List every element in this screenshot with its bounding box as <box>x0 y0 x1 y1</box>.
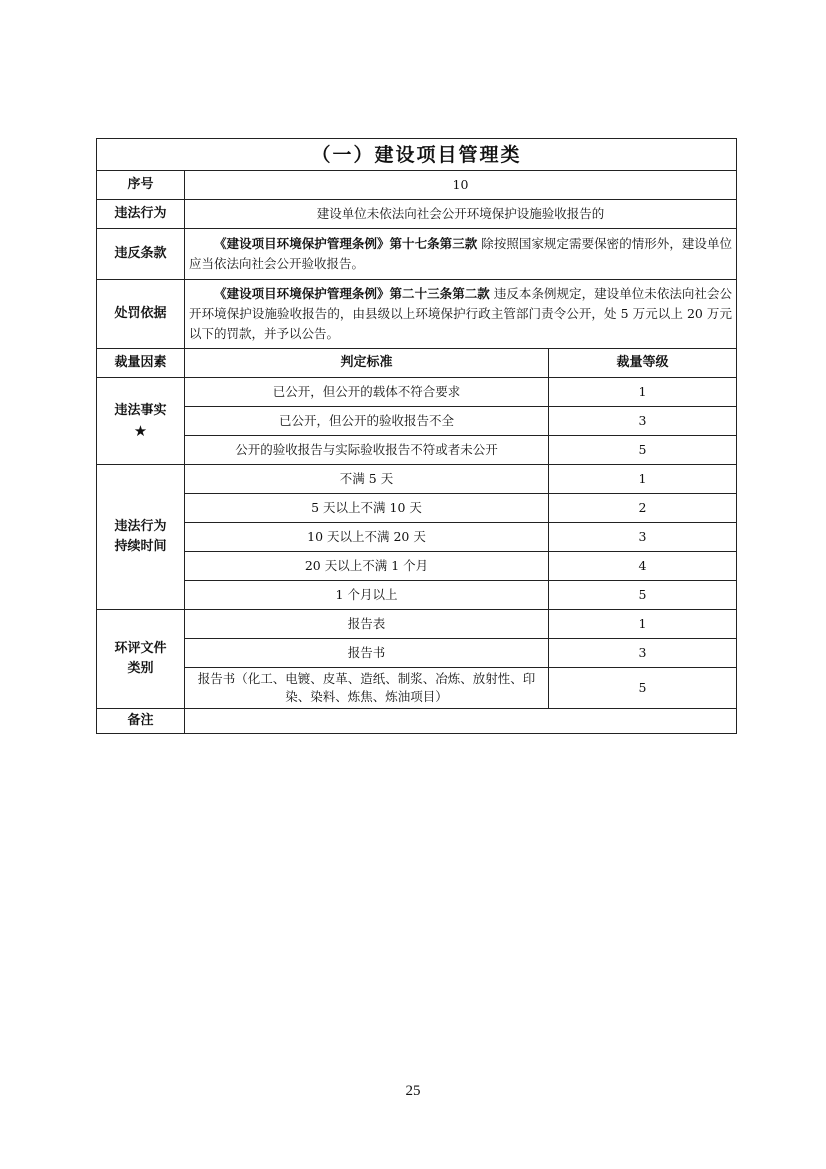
eia-label-text: 环评文件类别 <box>114 641 167 676</box>
table-row <box>97 465 737 494</box>
table-title: （一）建设项目管理类 <box>97 139 737 171</box>
penalty-value <box>185 280 737 349</box>
eia-grade-2: 3 <box>549 639 737 668</box>
eia-grade-1: 1 <box>549 610 737 639</box>
duration-standard-2: 5 天以上不满 10 天 <box>185 494 549 523</box>
clause-label: 违反条款 <box>97 229 185 280</box>
violation-label: 违法行为 <box>97 200 185 229</box>
star-icon: ★ <box>133 422 148 440</box>
eia-grade-3: 5 <box>549 668 737 709</box>
remarks-label: 备注 <box>97 709 185 734</box>
penalty-text: 违反本条例规定，建设单位未依法向社会公开环境保护设施验收报告的，由县级以上环境保护行政主管部门责令公开，处 5 万元以上 20 万元以下的罚款，并予以公告。 <box>189 286 733 341</box>
facts-standard-1: 已公开，但公开的载体不符合要求 <box>185 378 549 407</box>
penalty-discretion-table <box>96 138 737 734</box>
clause-text: 除按照国家规定需要保密的情形外，建设单位应当依法向社会公开验收报告。 <box>189 236 732 271</box>
duration-standard-3: 10 天以上不满 20 天 <box>185 523 549 552</box>
duration-grade-1: 1 <box>549 465 737 494</box>
duration-grade-5: 5 <box>549 581 737 610</box>
page-number: 25 <box>405 1083 421 1099</box>
table-row <box>97 581 737 610</box>
facts-standard-2: 已公开，但公开的验收报告不全 <box>185 407 549 436</box>
table-row <box>97 523 737 552</box>
facts-label <box>97 378 185 465</box>
facts-grade-1: 1 <box>549 378 737 407</box>
table-row <box>97 610 737 639</box>
table-row <box>97 494 737 523</box>
duration-grade-3: 3 <box>549 523 737 552</box>
duration-label <box>97 465 185 610</box>
header-factor: 裁量因素 <box>97 349 185 378</box>
table-row <box>97 639 737 668</box>
duration-grade-2: 2 <box>549 494 737 523</box>
duration-label-text: 违法行为持续时间 <box>114 519 167 554</box>
eia-label <box>97 610 185 709</box>
table-row <box>97 407 737 436</box>
header-standard: 判定标准 <box>185 349 549 378</box>
penalty-label: 处罚依据 <box>97 280 185 349</box>
table-row <box>97 378 737 407</box>
duration-standard-4: 20 天以上不满 1 个月 <box>185 552 549 581</box>
serial-label: 序号 <box>97 171 185 200</box>
table-row <box>97 436 737 465</box>
clause-law-name: 《建设项目环境保护管理条例》第十七条第三款 <box>214 236 478 251</box>
facts-label-text: 违法事实 <box>114 403 167 418</box>
duration-grade-4: 4 <box>549 552 737 581</box>
eia-standard-2: 报告书 <box>185 639 549 668</box>
eia-standard-1: 报告表 <box>185 610 549 639</box>
clause-value <box>185 229 737 280</box>
header-grade: 裁量等级 <box>549 349 737 378</box>
table-row <box>97 552 737 581</box>
penalty-law-name: 《建设项目环境保护管理条例》第二十三条第二款 <box>214 286 490 301</box>
duration-standard-1: 不满 5 天 <box>185 465 549 494</box>
duration-standard-5: 1 个月以上 <box>185 581 549 610</box>
violation-value: 建设单位未依法向社会公开环境保护设施验收报告的 <box>185 200 737 229</box>
facts-grade-2: 3 <box>549 407 737 436</box>
facts-standard-3: 公开的验收报告与实际验收报告不符或者未公开 <box>185 436 549 465</box>
eia-standard-3: 报告书（化工、电镀、皮革、造纸、制浆、冶炼、放射性、印染、染料、炼焦、炼油项目） <box>185 668 549 709</box>
remarks-value <box>185 709 737 734</box>
facts-grade-3: 5 <box>549 436 737 465</box>
table-row <box>97 668 737 709</box>
serial-value: 10 <box>185 171 737 200</box>
